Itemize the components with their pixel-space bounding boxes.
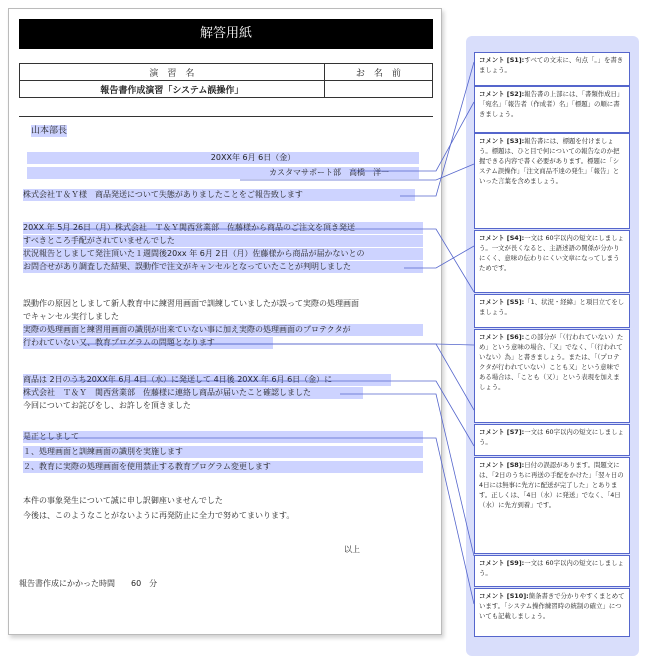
- body-line: 状況報告としまして発注頂いた１週間後20xx 年 6月 2日（月）佐藤様から商品が届かないとの: [23, 248, 423, 260]
- comment-7[interactable]: コメント [S7]:一文は 60字以内の短文にしましょう。: [474, 424, 630, 456]
- closing-remark: 以上: [344, 545, 360, 554]
- comment-4[interactable]: コメント [S4]:一文は 60字以内の短文にしましょう。一文が長くなると、主語述語の関係が分かりにくく、意味の伝わりにくい文章になってしまうためです。: [474, 230, 630, 293]
- sheet-title: 解答用紙: [19, 19, 433, 49]
- correction-item: １、処理画面と訓練画面の識別を実施します: [23, 446, 423, 458]
- body-line: 20XX 年 5月 26日（月）株式会社 Ｔ＆Ｙ関西営業部 佐藤様から商品のご注文を頂き発送: [23, 222, 423, 234]
- body-line: 株式会社 Ｔ＆Ｙ 関西営業部 佐藤様に連絡し商品が届いたこと確認しました: [23, 387, 363, 399]
- body-line: 今後は、このようなことがないように再発防止に全力で努めてまいります。: [23, 511, 295, 520]
- comment-2[interactable]: コメント [S2]:報告書の上部には、「書類作成日」「宛名」「報告者（作成者）名」「標題」の順に書きましょう。: [474, 86, 630, 133]
- body-line: でキャンセル実行しました: [23, 312, 119, 321]
- comment-10[interactable]: コメント [S10]:箇条書きで分かりやすくまとめています。「システム操作練習時の統制の確立」についても記載しましょう。: [474, 588, 630, 637]
- body-line: 本件の事象発生について誠に申し訳御座いませんでした: [23, 496, 223, 505]
- recipient: 山本部長: [31, 126, 68, 136]
- body-line: 行われていない又、教育プログラムの問題となります: [23, 337, 273, 349]
- body-line: 今回についてお詫びをし、お許しを頂きました: [23, 401, 191, 410]
- reporter: カスタマサポート部 高橋 洋一: [27, 167, 419, 179]
- report-date: 20XX年 6月 6日（金）: [27, 152, 419, 164]
- body-line: 誤動作の原因としまして新人教育中に練習用画面で訓練していましたが誤って実際の処理画面: [23, 299, 359, 308]
- comment-1[interactable]: コメント [S1]:すべての文末に、句点「。」を書きましょう。: [474, 52, 630, 86]
- comment-8[interactable]: コメント [S8]:日付の誤認があります。問題文には、「2日のうちに再送の手配をかけた」「翌々日の 4日には無事に先方に配送が完了した」とあります。正しくは、「4日（水）に発送」でなく、「4日（水）に先方到着」です。: [474, 457, 630, 554]
- body-line: 商品は 2日のうち20XX年 6月 4日（水）に発送して 4日後 20XX 年 6月 6日（金）に: [23, 374, 391, 386]
- body-line: すべきところ手配がされていませんでした: [23, 235, 423, 247]
- comment-3[interactable]: コメント [S3]:報告書には、標題を付けましょう。標題は、ひと目で何についての報告なのか把握できる内容で書く必要があります。標題に「システム誤操作」「注文商品不達の発生」「報告」といった言葉を含めましょう。: [474, 133, 630, 229]
- name-header: お 名 前: [324, 64, 432, 81]
- exercise-name-value: 報告書作成演習「システム誤操作」: [20, 81, 325, 98]
- correction-item: ２、教育に実際の処理画面を使用禁止する教育プログラム変更します: [23, 461, 423, 473]
- comment-6[interactable]: コメント [S6]:この部分が「（行われていない）ため」という意味の場合、「又」でなく、「（行われていない）為」と書きましょう。または、「（プロテクタが行われていない）ことも又」という意味である場合は、「ことも（又）」という表現を加えましょう。: [474, 329, 630, 423]
- exercise-name-header: 演 習 名: [20, 64, 325, 81]
- correction-heading: 是正としまして: [23, 431, 423, 443]
- comment-9[interactable]: コメント [S9]:一文は 60字以内の短文にしましょう。: [474, 555, 630, 587]
- time-spent: 報告書作成にかかった時間 60 分: [19, 579, 158, 588]
- body-line: お問合せがあり調査した結果、誤動作で注文がキャンセルとなっていたことが判明しました: [23, 261, 423, 273]
- comment-5[interactable]: コメント [S5]:「1、状況・経緯」と項目立てをしましょう。: [474, 294, 630, 328]
- body-line: 実際の処理画面と練習用画面の識別が出来ていない事に加え実際の処理画面のプロテクタが: [23, 324, 423, 336]
- report-subject: 株式会社Ｔ＆Ｙ様 商品発送について失態がありましたことをご報告致します: [23, 189, 415, 201]
